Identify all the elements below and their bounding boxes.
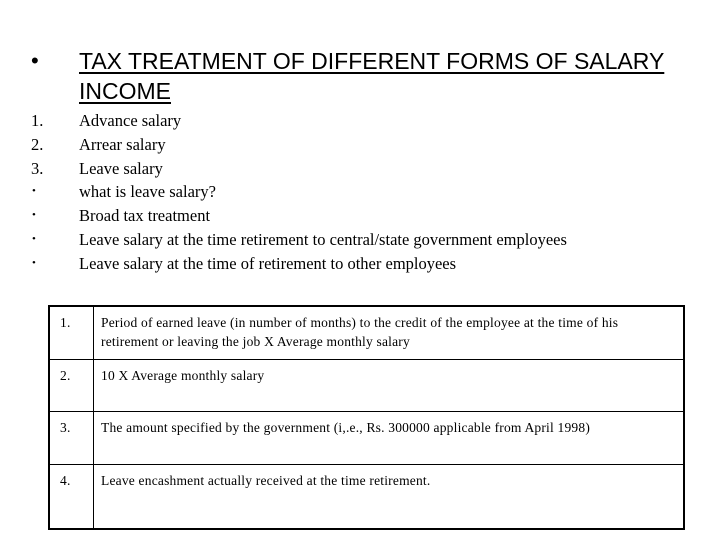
topic-list [31, 109, 567, 276]
list-bullet: • [32, 256, 36, 269]
page-title: TAX TREATMENT OF DIFFERENT FORMS OF SALARY INCOME [79, 48, 665, 104]
row-text: Leave encashment actually received at the time retirement. [94, 465, 685, 530]
row-text: Period of earned leave (in number of months) to the credit of the employee at the time of his retirement or leaving the job X Average monthly salary [94, 306, 685, 360]
leave-salary-table [48, 305, 685, 530]
table-row [49, 306, 684, 360]
list-item [31, 109, 567, 133]
list-item-text: Leave salary at the time of retirement to other employees [79, 253, 457, 273]
list-item-text: Leave salary at the time retirement to central/state government employees [79, 229, 567, 249]
list-bullet: • [32, 232, 36, 245]
list-marker: 2. [31, 134, 44, 154]
row-number: 4. [49, 465, 94, 530]
list-item [31, 157, 567, 181]
list-item [31, 228, 567, 252]
row-number: 3. [49, 412, 94, 465]
list-bullet: • [32, 209, 36, 222]
table-row [49, 360, 684, 412]
row-number: 2. [49, 360, 94, 412]
list-item-text: Advance salary [79, 111, 182, 130]
table-row [49, 412, 684, 465]
heading-bullet: • [31, 48, 39, 73]
row-number: 1. [49, 306, 94, 360]
list-item-text: Broad tax treatment [79, 206, 211, 226]
row-text: 10 X Average monthly salary [94, 360, 685, 412]
list-marker: 1. [31, 111, 44, 130]
row-text: The amount specified by the government (i,.e., Rs. 300000 applicable from April 1998) [94, 412, 685, 465]
list-item [31, 204, 567, 228]
list-item-text: what is leave salary? [79, 182, 216, 202]
list-bullet: • [32, 185, 36, 198]
list-item-text: Leave salary [79, 158, 163, 178]
list-item-text: Arrear salary [79, 134, 166, 154]
list-item [31, 133, 567, 157]
list-item [31, 252, 567, 276]
list-item [31, 180, 567, 204]
list-marker: 3. [31, 158, 44, 178]
table-row [49, 465, 684, 530]
